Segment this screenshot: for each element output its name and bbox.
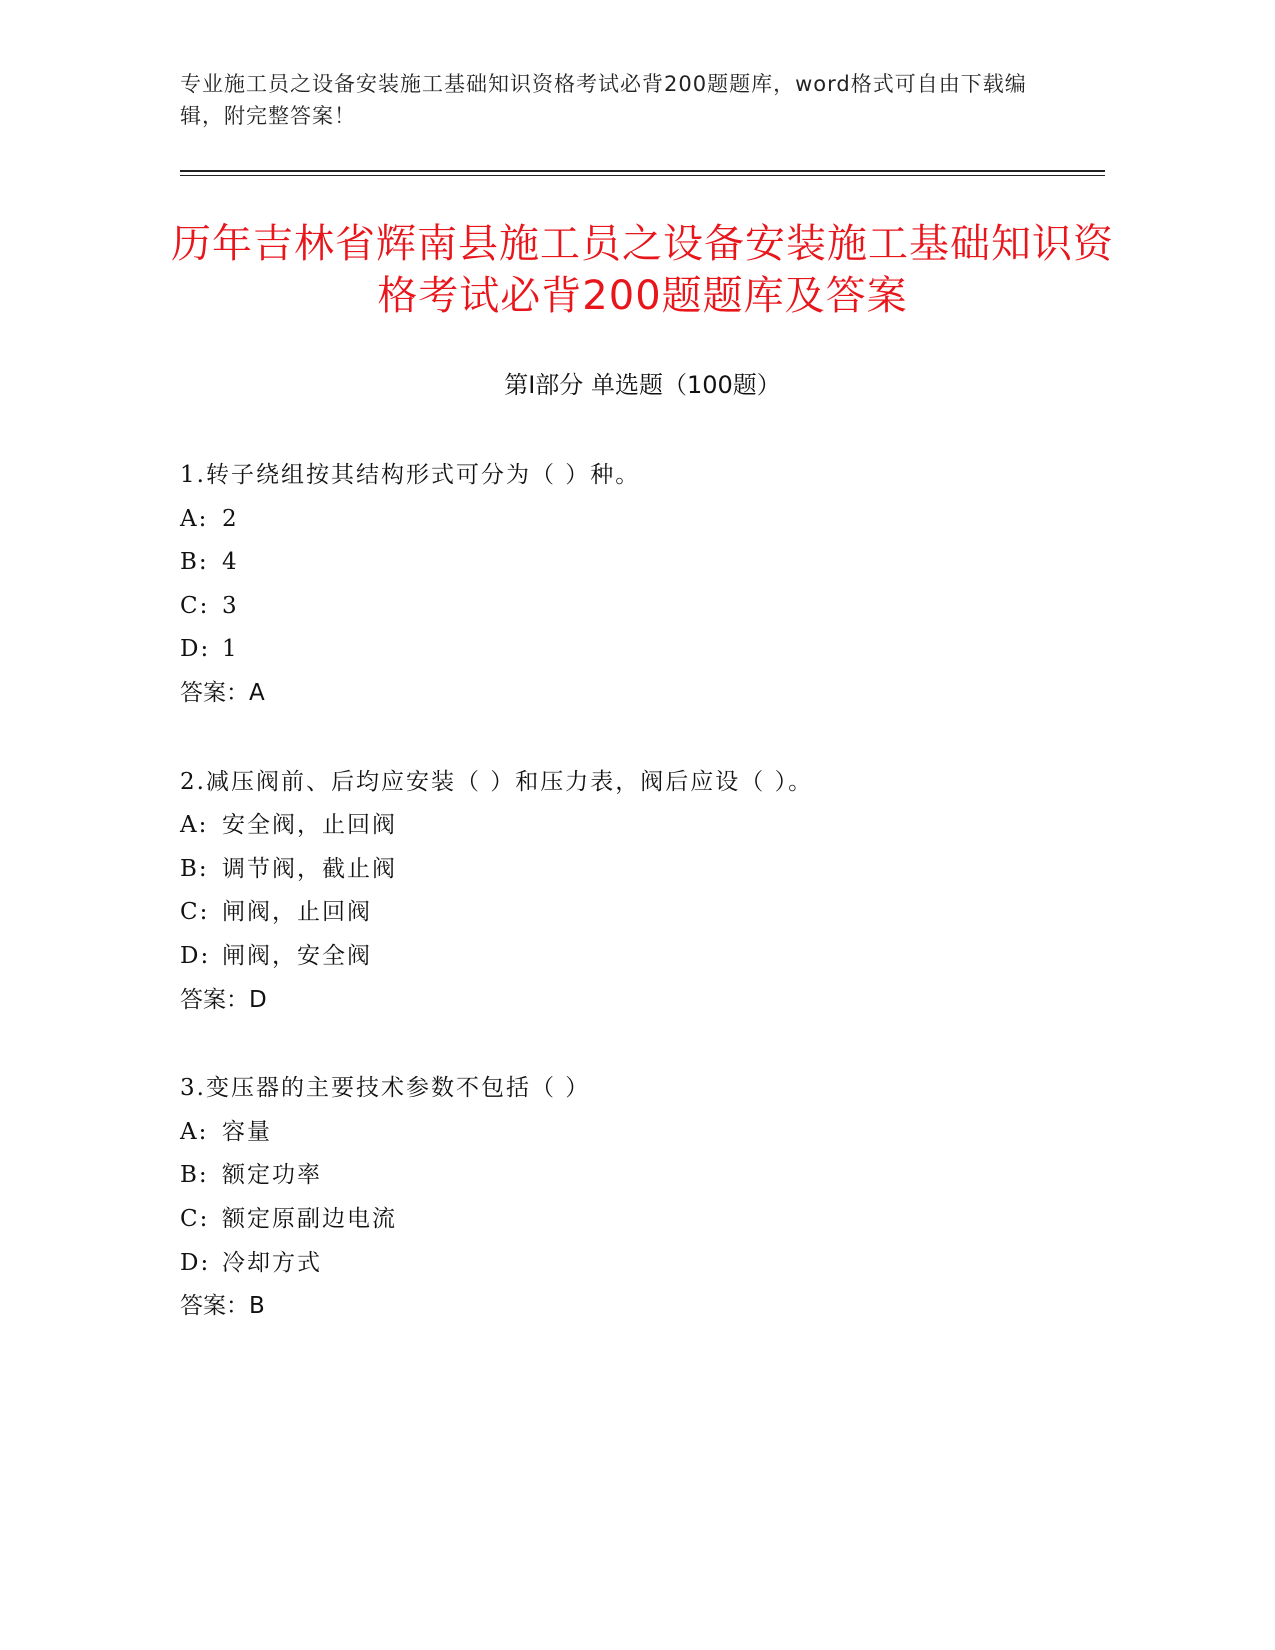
question-stem: 1.转子绕组按其结构形式可分为（ ）种。 bbox=[180, 462, 641, 488]
option-c bbox=[180, 891, 1105, 935]
question-item bbox=[180, 761, 1105, 1023]
document-page bbox=[171, 68, 1114, 1374]
option-text: 闸阀，安全阀 bbox=[222, 942, 372, 969]
option-letter: A: bbox=[180, 505, 209, 532]
option-b bbox=[180, 1154, 1105, 1198]
section-heading: 第I部分 单选题（100题） bbox=[504, 371, 781, 399]
option-letter: D: bbox=[180, 1249, 211, 1276]
option-letter: C: bbox=[180, 1205, 210, 1232]
question-item bbox=[180, 1067, 1105, 1329]
option-text: 额定原副边电流 bbox=[222, 1205, 397, 1232]
question-stem: 2.减压阀前、后均应安装（ ）和压力表，阀后应设（ ）。 bbox=[180, 768, 814, 795]
option-text: 2 bbox=[222, 505, 239, 532]
header-divider-thick bbox=[180, 170, 1105, 172]
option-letter: B: bbox=[180, 549, 209, 576]
answer-line: 答案：A bbox=[180, 679, 265, 706]
option-letter: A: bbox=[180, 812, 209, 839]
option-a bbox=[180, 498, 1105, 542]
option-letter: C: bbox=[180, 899, 210, 926]
question-stem: 3.变压器的主要技术参数不包括（ ） bbox=[180, 1075, 591, 1102]
option-text: 冷却方式 bbox=[222, 1249, 322, 1276]
option-c bbox=[180, 585, 1105, 629]
header-divider-thin bbox=[180, 175, 1105, 176]
option-letter: D: bbox=[180, 942, 211, 969]
option-text: 1 bbox=[222, 636, 239, 663]
option-text: 额定功率 bbox=[222, 1162, 322, 1189]
option-text: 闸阀，止回阀 bbox=[222, 899, 372, 926]
option-a bbox=[180, 804, 1105, 848]
question-list bbox=[180, 454, 1105, 1329]
option-b bbox=[180, 848, 1105, 892]
option-letter: C: bbox=[180, 592, 210, 619]
option-text: 容量 bbox=[222, 1118, 272, 1145]
option-d bbox=[180, 935, 1105, 979]
option-c bbox=[180, 1198, 1105, 1242]
option-b bbox=[180, 541, 1105, 585]
answer-line: 答案：B bbox=[180, 1293, 265, 1320]
option-letter: B: bbox=[180, 1162, 209, 1189]
option-a bbox=[180, 1111, 1105, 1155]
option-d bbox=[180, 628, 1105, 672]
document-title: 历年吉林省辉南县施工员之设备安装施工基础知识资格考试必背200题题库及答案 bbox=[171, 221, 1114, 319]
header-note: 专业施工员之设备安装施工基础知识资格考试必背200题题库，word格式可自由下载编辑，附完整答案！ bbox=[180, 72, 1027, 128]
option-text: 调节阀，截止阀 bbox=[222, 855, 397, 882]
option-letter: B: bbox=[180, 855, 209, 882]
option-letter: D: bbox=[180, 636, 211, 663]
option-text: 4 bbox=[222, 549, 239, 576]
answer-line: 答案：D bbox=[180, 986, 267, 1013]
question-item bbox=[180, 454, 1105, 716]
option-letter: A: bbox=[180, 1118, 209, 1145]
option-text: 3 bbox=[222, 592, 239, 619]
option-d bbox=[180, 1242, 1105, 1286]
option-text: 安全阀，止回阀 bbox=[222, 812, 397, 839]
